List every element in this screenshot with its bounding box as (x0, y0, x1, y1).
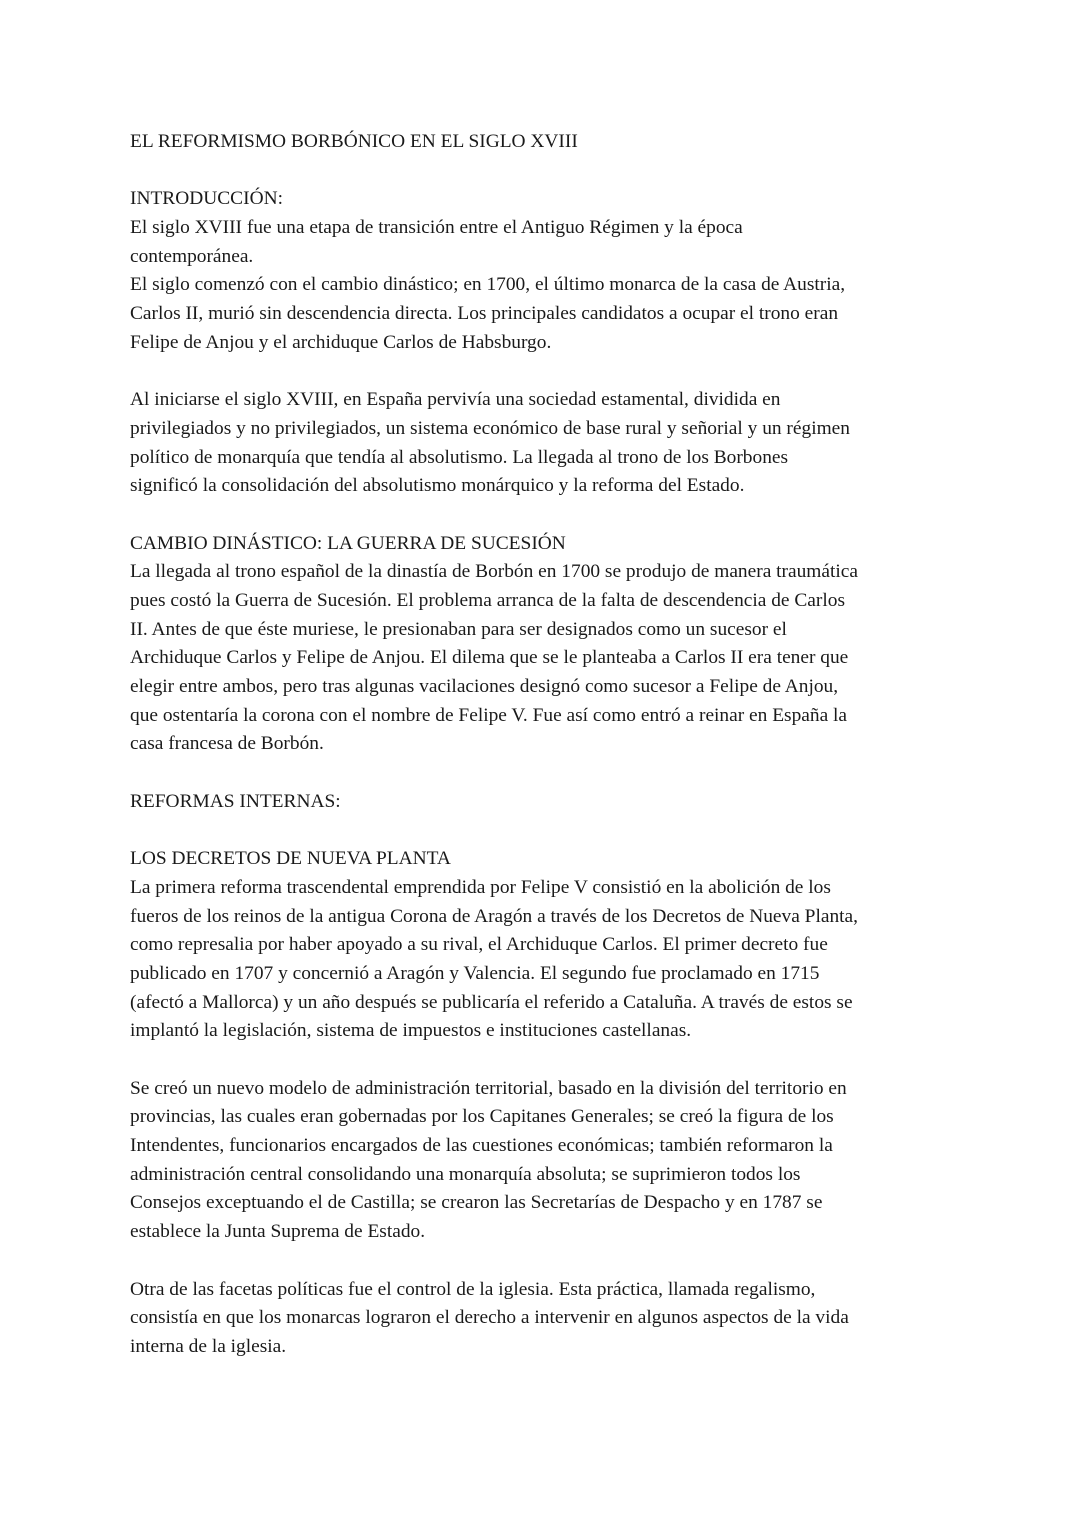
spacer (130, 501, 960, 530)
text-line: administración central consolidando una monarquía absoluta; se suprimieron todos los (130, 1163, 801, 1185)
paragraph (130, 214, 960, 357)
section-heading-decretos-nueva-planta: LOS DECRETOS DE NUEVA PLANTA (130, 848, 451, 870)
text-line: Consejos exceptuando el de Castilla; se crearon las Secretarías de Despacho y en 1787 se (130, 1192, 823, 1214)
spacer (130, 1046, 960, 1075)
section-heading-reformas-internas: REFORMAS INTERNAS: (130, 790, 341, 812)
document-title: EL REFORMISMO BORBÓNICO EN EL SIGLO XVIII (130, 131, 578, 152)
paragraph (130, 1075, 960, 1247)
text-line: fueros de los reinos de la antigua Corona de Aragón a través de los Decretos de Nueva Planta, (130, 905, 858, 927)
text-line: elegir entre ambos, pero tras algunas vacilaciones designó como sucesor a Felipe de Anjou, (130, 676, 839, 698)
text-line: interna de la iglesia. (130, 1335, 287, 1357)
text-line: Se creó un nuevo modelo de administración territorial, basado en la división del territorio en (130, 1077, 847, 1099)
text-line: como represalia por haber apoyado a su rival, el Archiduque Carlos. El primer decreto fue (130, 934, 828, 956)
text-line: Carlos II, murió sin descendencia directa. Los principales candidatos a ocupar el trono eran (130, 303, 839, 325)
text-line: Archiduque Carlos y Felipe de Anjou. El dilema que se le planteaba a Carlos II era tener que (130, 647, 849, 669)
paragraph (130, 386, 960, 501)
text-line: provincias, las cuales eran gobernadas por los Capitanes Generales; se creó la figura de los (130, 1106, 834, 1128)
text-line: publicado en 1707 y concernió a Aragón y Valencia. El segundo fue proclamado en 1715 (130, 962, 820, 984)
paragraph (130, 874, 960, 1046)
paragraph (130, 1276, 960, 1362)
text-line: casa francesa de Borbón. (130, 733, 324, 755)
text-line: El siglo XVIII fue una etapa de transición entre el Antiguo Régimen y la época (130, 217, 743, 239)
text-line: (afectó a Mallorca) y un año después se publicaría el referido a Cataluña. A través de estos se (130, 991, 853, 1013)
text-line: Otra de las facetas políticas fue el control de la iglesia. Esta práctica, llamada regalismo, (130, 1278, 816, 1300)
text-line: pues costó la Guerra de Sucesión. El problema arranca de la falta de descendencia de Carlos (130, 590, 845, 611)
section-heading-introduccion: INTRODUCCIÓN: (130, 188, 283, 210)
spacer (130, 759, 960, 788)
text-line: privilegiados y no privilegiados, un sistema económico de base rural y señorial y un régimen (130, 417, 850, 439)
text-line: II. Antes de que éste muriese, le presionaban para ser designados como un sucesor el (130, 618, 787, 640)
text-line: establece la Junta Suprema de Estado. (130, 1221, 426, 1243)
text-line: significó la consolidación del absolutismo monárquico y la reforma del Estado. (130, 475, 745, 497)
text-line: político de monarquía que tendía al absolutismo. La llegada al trono de los Borbones (130, 446, 789, 468)
section-heading-cambio-dinastico: CAMBIO DINÁSTICO: LA GUERRA DE SUCESIÓN (130, 532, 566, 554)
paragraph (130, 558, 960, 759)
text-line: contemporánea. (130, 245, 254, 267)
spacer (130, 817, 960, 846)
text-line: Intendentes, funcionarios encargados de las cuestiones económicas; también reformaron la (130, 1135, 833, 1157)
text-line: Felipe de Anjou y el archiduque Carlos de Habsburgo. (130, 331, 552, 353)
text-line: La primera reforma trascendental emprendida por Felipe V consistió en la abolición de los (130, 876, 831, 898)
text-line: Al iniciarse el siglo XVIII, en España pervivía una sociedad estamental, dividida en (130, 389, 781, 411)
text-line: que ostentaría la corona con el nombre de Felipe V. Fue así como entró a reinar en España la (130, 704, 848, 726)
text-line: consistía en que los monarcas lograron el derecho a intervenir en algunos aspectos de la vida (130, 1307, 849, 1329)
text-line: implantó la legislación, sistema de impuestos e instituciones castellanas. (130, 1020, 692, 1042)
text-line: La llegada al trono español de la dinastía de Borbón en 1700 se produjo de manera traumática (130, 561, 858, 583)
spacer (130, 157, 960, 186)
text-line: El siglo comenzó con el cambio dinástico; en 1700, el último monarca de la casa de Austria, (130, 274, 846, 296)
spacer (130, 358, 960, 387)
spacer (130, 1247, 960, 1276)
document-page (130, 128, 960, 1362)
